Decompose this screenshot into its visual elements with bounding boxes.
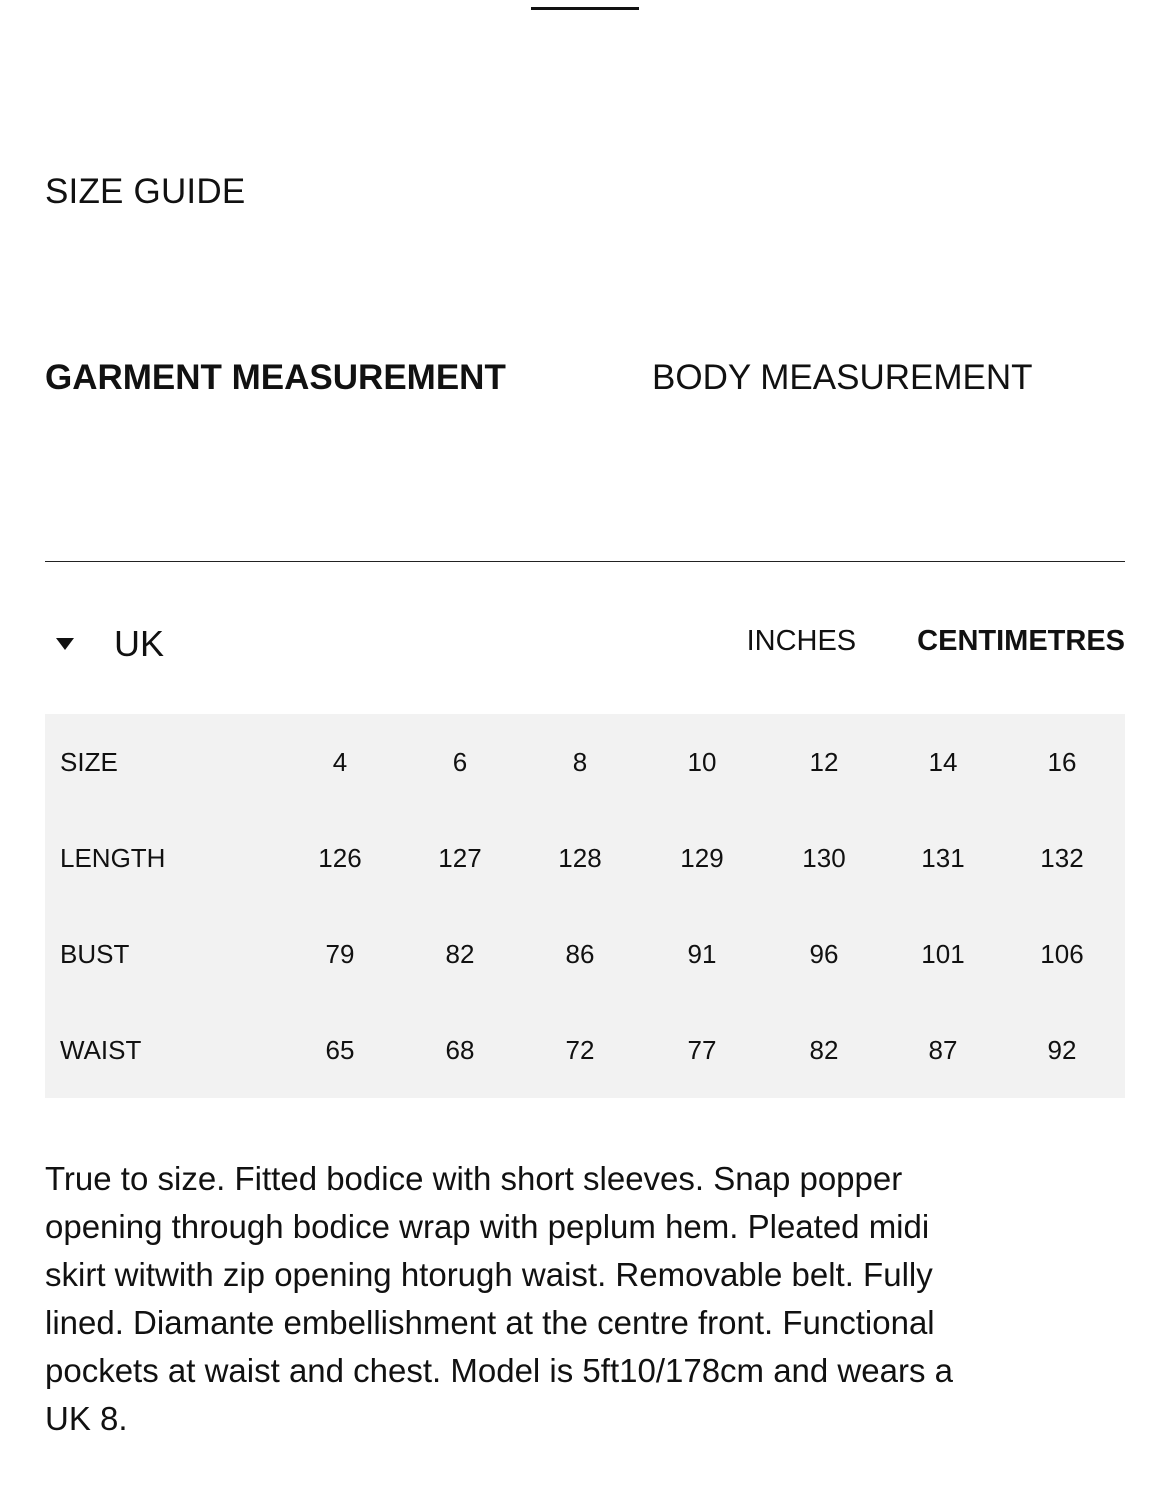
- table-row: [45, 714, 1125, 810]
- size-table: [45, 714, 1125, 1098]
- tab-body-measurement[interactable]: BODY MEASUREMENT: [652, 358, 1033, 397]
- table-cell: 65: [325, 1035, 355, 1065]
- table-cell: 6: [452, 747, 468, 777]
- table-cell: 129: [680, 843, 724, 873]
- table-cell: 77: [687, 1035, 717, 1065]
- region-selected-label: UK: [114, 623, 165, 664]
- table-cell: 79: [325, 939, 355, 969]
- unit-toggle: [747, 625, 1125, 658]
- measurement-tabs: [45, 358, 1125, 402]
- caret-down-icon: [56, 638, 74, 650]
- table-cell: 72: [565, 1035, 595, 1065]
- table-cell: 131: [921, 843, 965, 873]
- unit-centimetres-button[interactable]: CENTIMETRES: [917, 625, 1125, 657]
- table-cell: 4: [332, 747, 348, 777]
- table-cell: 12: [809, 747, 839, 777]
- product-description: True to size. Fitted bodice with short sleeves. Snap popper opening through bodice wrap with peplum hem. Pleated midi skirt witwith zip opening htorugh waist. Removable belt. Fully lined. Diamante embellishment at the centre front. Functional pockets at waist and chest. Model is 5ft10/178cm and wears a UK 8.: [45, 1160, 953, 1437]
- table-cell: 132: [1040, 843, 1084, 873]
- table-row: [45, 906, 1125, 1002]
- table-cell: 126: [318, 843, 362, 873]
- table-cell: 10: [687, 747, 717, 777]
- region-dropdown[interactable]: [56, 620, 164, 668]
- table-row: [45, 810, 1125, 906]
- table-cell: 106: [1040, 939, 1084, 969]
- table-cell: 14: [928, 747, 958, 777]
- row-label: WAIST: [60, 1035, 142, 1065]
- table-cell: 101: [921, 939, 965, 969]
- row-label: LENGTH: [60, 843, 166, 873]
- table-cell: 68: [445, 1035, 475, 1065]
- page-title: SIZE GUIDE: [45, 172, 246, 211]
- table-cell: 92: [1047, 1035, 1077, 1065]
- table-cell: 86: [565, 939, 595, 969]
- table-cell: 130: [802, 843, 846, 873]
- table-row: [45, 1002, 1125, 1098]
- table-cell: 82: [445, 939, 475, 969]
- row-label: BUST: [60, 939, 130, 969]
- section-divider: [45, 561, 1125, 562]
- table-cell: 91: [687, 939, 717, 969]
- row-label: SIZE: [60, 747, 118, 777]
- table-cell: 128: [558, 843, 602, 873]
- table-cell: 82: [809, 1035, 839, 1065]
- table-cell: 87: [928, 1035, 958, 1065]
- sheet-drag-handle[interactable]: [531, 7, 639, 10]
- table-cell: 96: [809, 939, 839, 969]
- table-cell: 127: [438, 843, 482, 873]
- unit-inches-button[interactable]: INCHES: [746, 625, 857, 657]
- tab-garment-measurement[interactable]: GARMENT MEASUREMENT: [45, 358, 506, 397]
- table-cell: 16: [1047, 747, 1077, 777]
- table-cell: 8: [572, 747, 588, 777]
